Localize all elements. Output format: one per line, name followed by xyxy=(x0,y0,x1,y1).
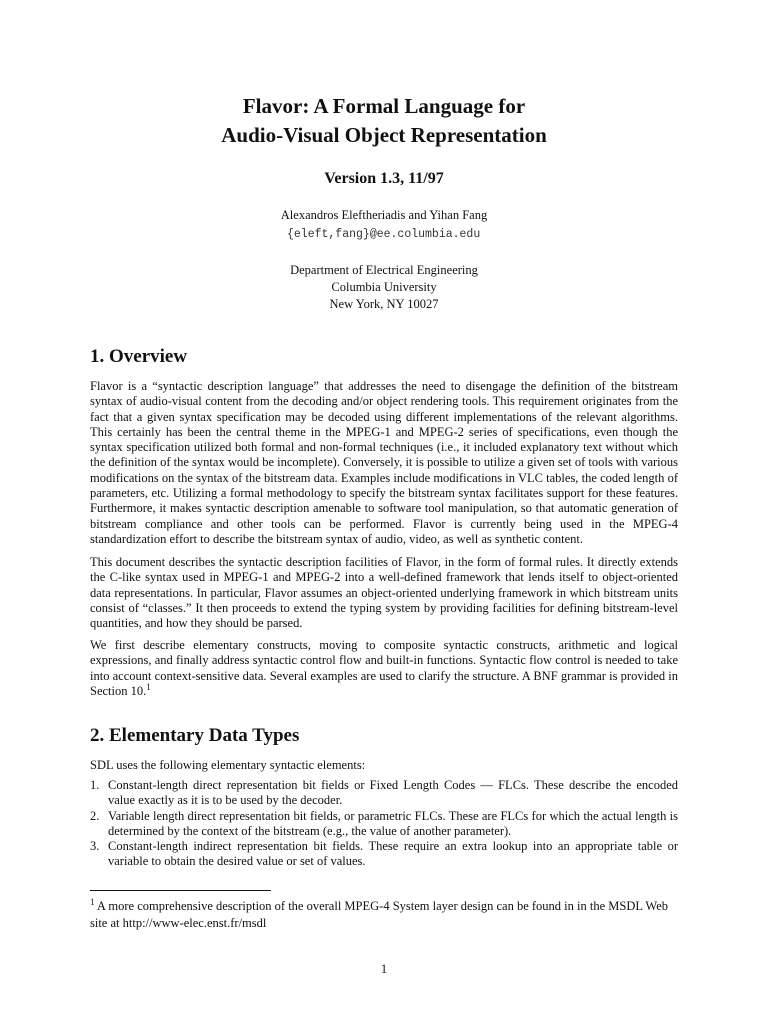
section-1-heading: 1. Overview xyxy=(90,346,188,367)
list-item-number: 3. xyxy=(90,839,100,854)
list-item-text: Variable length direct representation bit fields, or parametric FLCs. These are FLCs for which the actual length is determined by the context of the bitstream (e.g., the value of another parameter). xyxy=(108,808,678,838)
affiliation xyxy=(0,262,768,313)
paper-title xyxy=(0,92,768,150)
list-item xyxy=(90,809,678,840)
author-email: {eleft,fang}@ee.columbia.edu xyxy=(287,228,481,241)
version-line: Version 1.3, 11/97 xyxy=(324,170,444,187)
section-2-intro: SDL uses the following elementary syntactic elements: xyxy=(90,758,366,772)
authors: Alexandros Eleftheriadis and Yihan Fang xyxy=(280,208,488,222)
elementary-types-list xyxy=(90,778,678,870)
footnote-ref-1[interactable]: 1 xyxy=(146,681,151,692)
title-line-2: Audio-Visual Object Representation xyxy=(221,123,547,147)
footnote-mark: 1 xyxy=(90,896,95,907)
section-1-paragraph-2: This document describes the syntactic description facilities of Flavor, in the form of formal rules. It directly extends the C-like syntax used in MPEG-1 and MPEG-2 into a well-defined framework that lends itself to object-oriented data representations. In particular, Flavor assumes an object-oriented underlying framework in which bitstream units consist of “classes.” It then proceeds to extend the typing system by providing facilities for defining bitstream-level quantities, and how they should be parsed. xyxy=(90,555,678,631)
list-item-text: Constant-length indirect representation bit fields. These require an extra lookup into an appropriate table or variable to obtain the desired value or set of values. xyxy=(108,839,678,869)
footnote-divider xyxy=(90,890,271,891)
list-item-number: 2. xyxy=(90,808,100,823)
page-number: 1 xyxy=(380,962,388,976)
list-item-text: Constant-length direct representation bit fields or Fixed Length Codes — FLCs. These describe the encoded value exactly as it is to be used by the decoder. xyxy=(108,778,678,808)
section-1-paragraph-3 xyxy=(90,638,678,699)
footnote-1 xyxy=(90,898,678,932)
section-2-heading: 2. Elementary Data Types xyxy=(90,725,300,746)
list-item xyxy=(90,778,678,809)
section-1-paragraph-3-text: We first describe elementary constructs, moving to composite syntactic constructs, arithmetic and logical expressions, and finally address syntactic control flow and built-in functions. Syntactic flow control is needed to take into account context-sensitive data. Several examples are used to clarify the structure. A BNF grammar is provided in Section 10. xyxy=(90,638,678,698)
section-1-paragraph-1: Flavor is a “syntactic description language” that addresses the need to disengage the definition of the bitstream syntax of audio-visual content from the decoding and/or object rendering tools. This requirement originates from the fact that a given syntax specification may be decoded using different implementations of the relevant algorithms. This certainly has been the central theme in the MPEG-1 and MPEG-2 series of specifications, even though the syntax specification utilized both formal and non-formal techniques (i.e., it included explanatory text without which the definition of the syntax would be incomplete). Conversely, it is possible to utilize a given set of tools with various modifications on the syntax of the bitstream data. Examples include modifications in VLC tables, the coded length of parameters, etc. Utilizing a formal methodology to specify the bitstream syntax facilitates support for these features. Furthermore, it makes syntactic description amenable to software tool manipulation, so that automatic generation of bitstream compliance and other tools can be performed. Flavor is currently being used in the MPEG-4 standardization effort to describe the bitstream syntax of audio, video, as well as synthetic content. xyxy=(90,379,678,546)
title-line-1: Flavor: A Formal Language for xyxy=(242,94,526,118)
list-item-number: 1. xyxy=(90,778,100,792)
footnote-text: A more comprehensive description of the overall MPEG-4 System layer design can be found in in the MSDL Web site at http://www-elec.enst.fr/msdl xyxy=(90,899,669,930)
affiliation-city: New York, NY 10027 xyxy=(329,297,439,311)
affiliation-dept: Department of Electrical Engineering xyxy=(290,263,478,277)
affiliation-university: Columbia University xyxy=(331,280,437,294)
list-item xyxy=(90,839,678,870)
